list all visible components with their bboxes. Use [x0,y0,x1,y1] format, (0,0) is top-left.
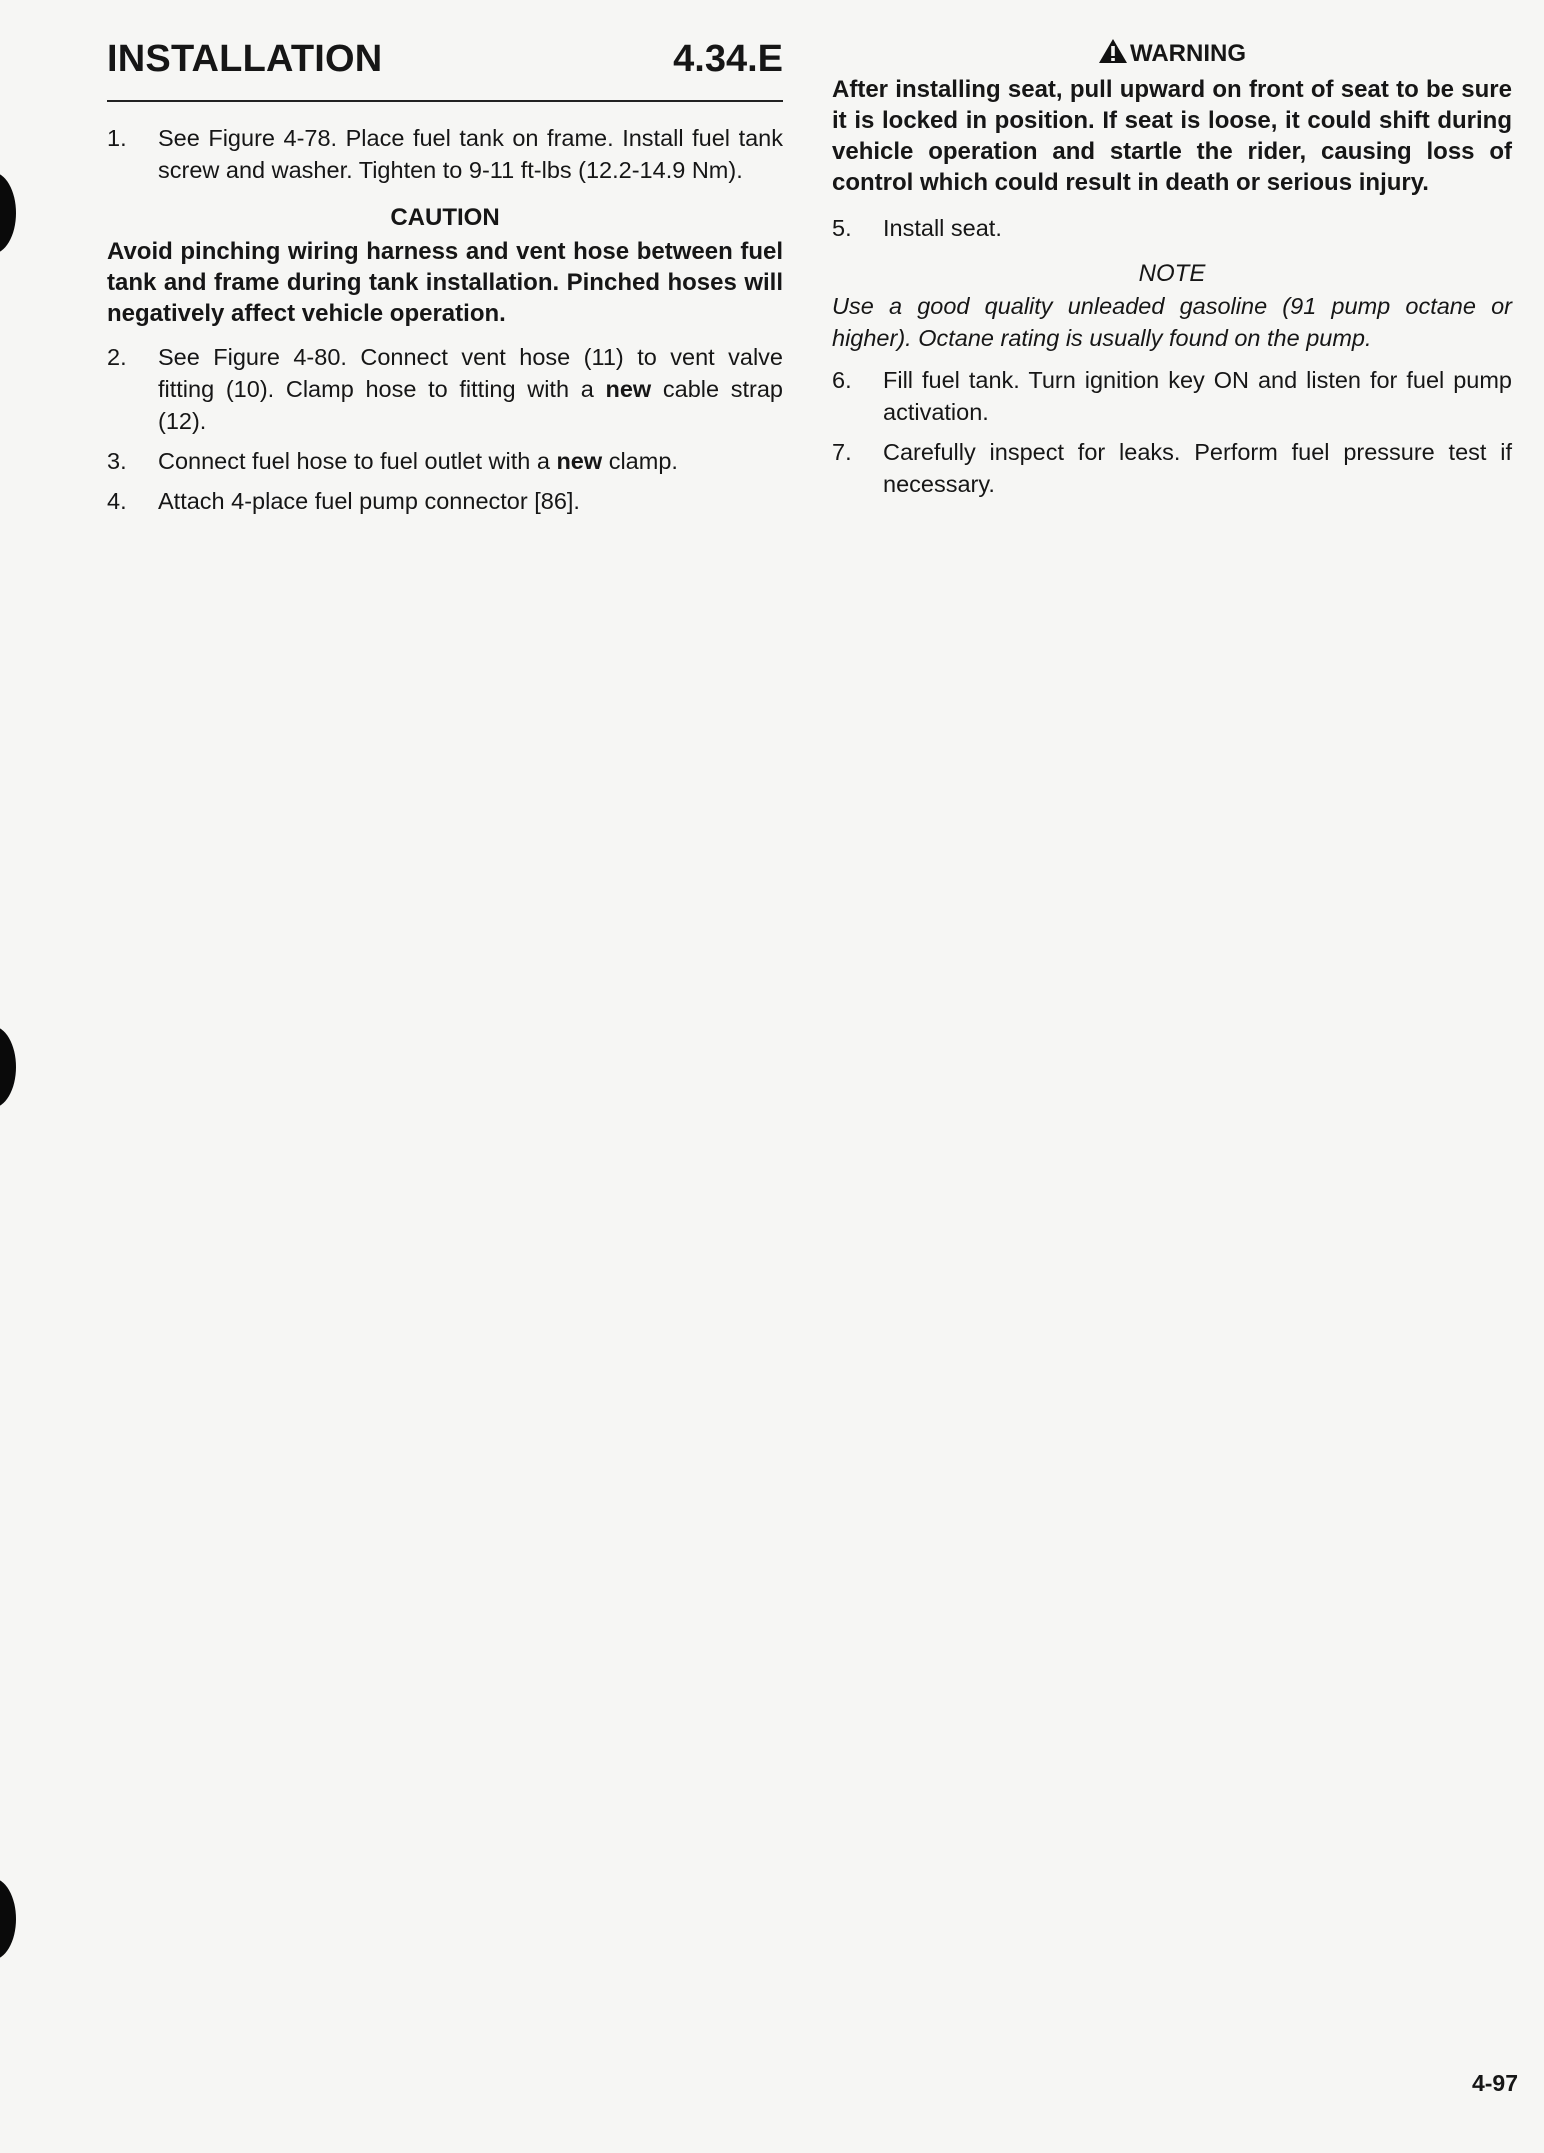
warning-triangle-icon [1098,38,1128,64]
step-item [107,445,783,477]
binder-hole [0,1026,16,1108]
warning-text: After installing seat, pull upward on front of seat to be sure it is locked in position. If seat is loose, it could shift during vehicle operation and startle the rider, causing loss of control which could result in death or serious injury. [832,76,1512,196]
step-text: Install seat. [883,215,1002,241]
step-text-part: See Figure 4-80. Connect vent hose (11) to vent valve fitting (10). Clamp hose to fitting with a [158,344,783,402]
step-number: 1. [107,125,127,151]
step-text-part: cable strap (12). [158,376,784,434]
binder-hole [0,1878,16,1960]
left-column [107,122,783,525]
step-item [832,436,1512,500]
emphasis-text: new [605,376,652,402]
step-item [107,122,783,186]
step-number: 2. [107,344,127,370]
caution-heading: CAUTION [390,204,500,231]
step-text-part: Connect fuel hose to fuel outlet with a [158,448,557,474]
step-text: Fill fuel tank. Turn ignition key ON and listen for fuel pump activation. [883,367,1512,425]
step-item [107,485,783,517]
emphasis-text: new [556,448,603,474]
right-column [832,38,1512,508]
step-text [158,344,783,434]
step-item [832,212,1512,244]
note-heading: NOTE [1138,260,1206,287]
step-item [107,341,783,437]
section-title: INSTALLATION [107,38,383,80]
step-item [832,364,1512,428]
warning-heading [832,38,1512,70]
step-text: Attach 4-place fuel pump connector [86]. [158,488,580,514]
step-text: Carefully inspect for leaks. Perform fuel pressure test if necessary. [883,439,1512,497]
header-divider [107,100,783,102]
step-number: 7. [832,439,852,465]
page-number: 4-97 [1471,2070,1518,2096]
caution-text: Avoid pinching wiring harness and vent hose between fuel tank and frame during tank installation. Pinched hoses will negatively affect vehicle operation. [107,238,783,327]
step-number: 6. [832,367,852,393]
note-text: Use a good quality unleaded gasoline (91 pump octane or higher). Octane rating is usually found on the pump. [832,293,1512,351]
section-number: 4.34.E [673,38,783,80]
warning-label: WARNING [1130,40,1246,67]
binder-hole [0,172,16,254]
step-text: See Figure 4-78. Place fuel tank on frame. Install fuel tank screw and washer. Tighten to 9-11 ft-lbs (12.2-14.9 Nm). [158,125,783,183]
step-number: 3. [107,448,127,474]
step-text [158,448,678,474]
step-number: 4. [107,488,127,514]
step-text-part: clamp. [602,448,678,474]
step-number: 5. [832,215,852,241]
